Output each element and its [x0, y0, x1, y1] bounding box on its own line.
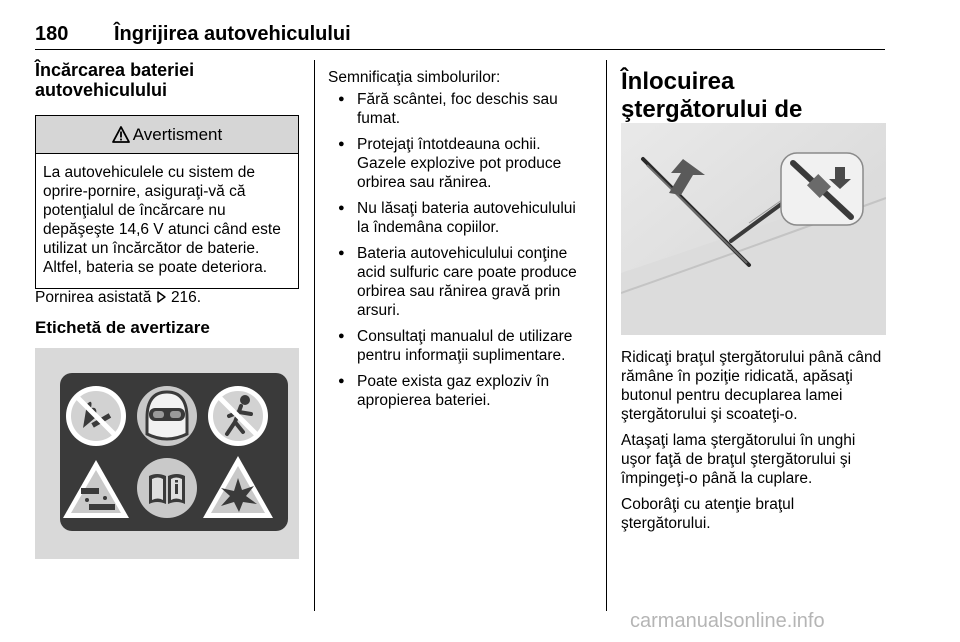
warning-box: [35, 115, 299, 289]
no-fire-smoking-icon: [66, 386, 126, 446]
list-item: ● Bateria autovehiculului conţine acid sulfuric care poate produce orbirea sau rănirea gravă prin arsuri.: [328, 244, 590, 320]
warning-text: La autovehiculele cu sistem de oprire-pornire, asiguraţi-vă că potenţialul de încărcare nu depăşeşte 14,6 V atunci când este utilizat un încărcător de baterie. Altfel, bateria se poate deteriora.: [43, 164, 281, 276]
list-item: ● Nu lăsaţi bateria autovehiculului la îndemâna copiilor.: [328, 199, 590, 237]
section-heading-warning-label: Etichetă de avertizare: [35, 318, 210, 337]
keep-away-children-icon: [208, 386, 268, 446]
warning-header: [36, 116, 298, 154]
wiper-instructions: [621, 348, 886, 540]
jump-start-label: Pornirea asistată: [35, 289, 152, 306]
wiper-illustration: [621, 123, 886, 335]
list-item: ● Poate exista gaz exploziv în apropierea bateriei.: [328, 372, 590, 410]
list-item: ● Fără scântei, foc deschis sau fumat.: [328, 90, 590, 128]
paragraph: Ridicaţi braţul ştergătorului până când rămâne în poziţie ridicată, apăsaţi butonul pentru decuplarea lamei ştergătorului şi scoateţi-o.: [621, 349, 882, 423]
read-manual-icon: [137, 458, 197, 518]
section-heading-battery-charging: Încărcarea bateriei autovehiculului: [35, 60, 195, 100]
list-item: ● Consultaţi manualul de utilizare pentru informaţii suplimentare.: [328, 327, 590, 365]
paragraph: Coborâţi cu atenţie braţul ştergătorului.: [621, 496, 795, 532]
page-reference-arrow-icon: [156, 291, 167, 303]
symbols-intro: Semnificaţia simbolurilor:: [328, 69, 501, 86]
list-item: ● Protejaţi întotdeauna ochii. Gazele explozive pot produce orbirea sau rănirea.: [328, 135, 590, 192]
watermark: carmanualsonline.info: [630, 610, 825, 632]
symbol-meanings-list: [328, 90, 590, 417]
warning-triangle-icon: [112, 126, 130, 143]
warning-label-image: [35, 348, 299, 559]
section-heading-wiper-replacement: Înlocuirea ştergătorului de: [621, 68, 803, 123]
jump-start-reference: [35, 288, 201, 307]
column-divider: [606, 60, 607, 611]
warning-title: Avertisment: [132, 124, 223, 144]
column-left: [35, 60, 299, 337]
column-divider: [314, 60, 315, 611]
paragraph: Ataşaţi lama ştergătorului în unghi uşor faţă de braţul ştergătorului şi împingeţi-o până la cuplare.: [621, 432, 856, 487]
page-number: 180: [35, 23, 69, 45]
page-header: [35, 14, 885, 50]
eye-protection-icon: [137, 386, 197, 446]
jump-start-page[interactable]: 216.: [170, 289, 202, 306]
running-title: Îngrijirea autovehiculului: [114, 23, 351, 45]
